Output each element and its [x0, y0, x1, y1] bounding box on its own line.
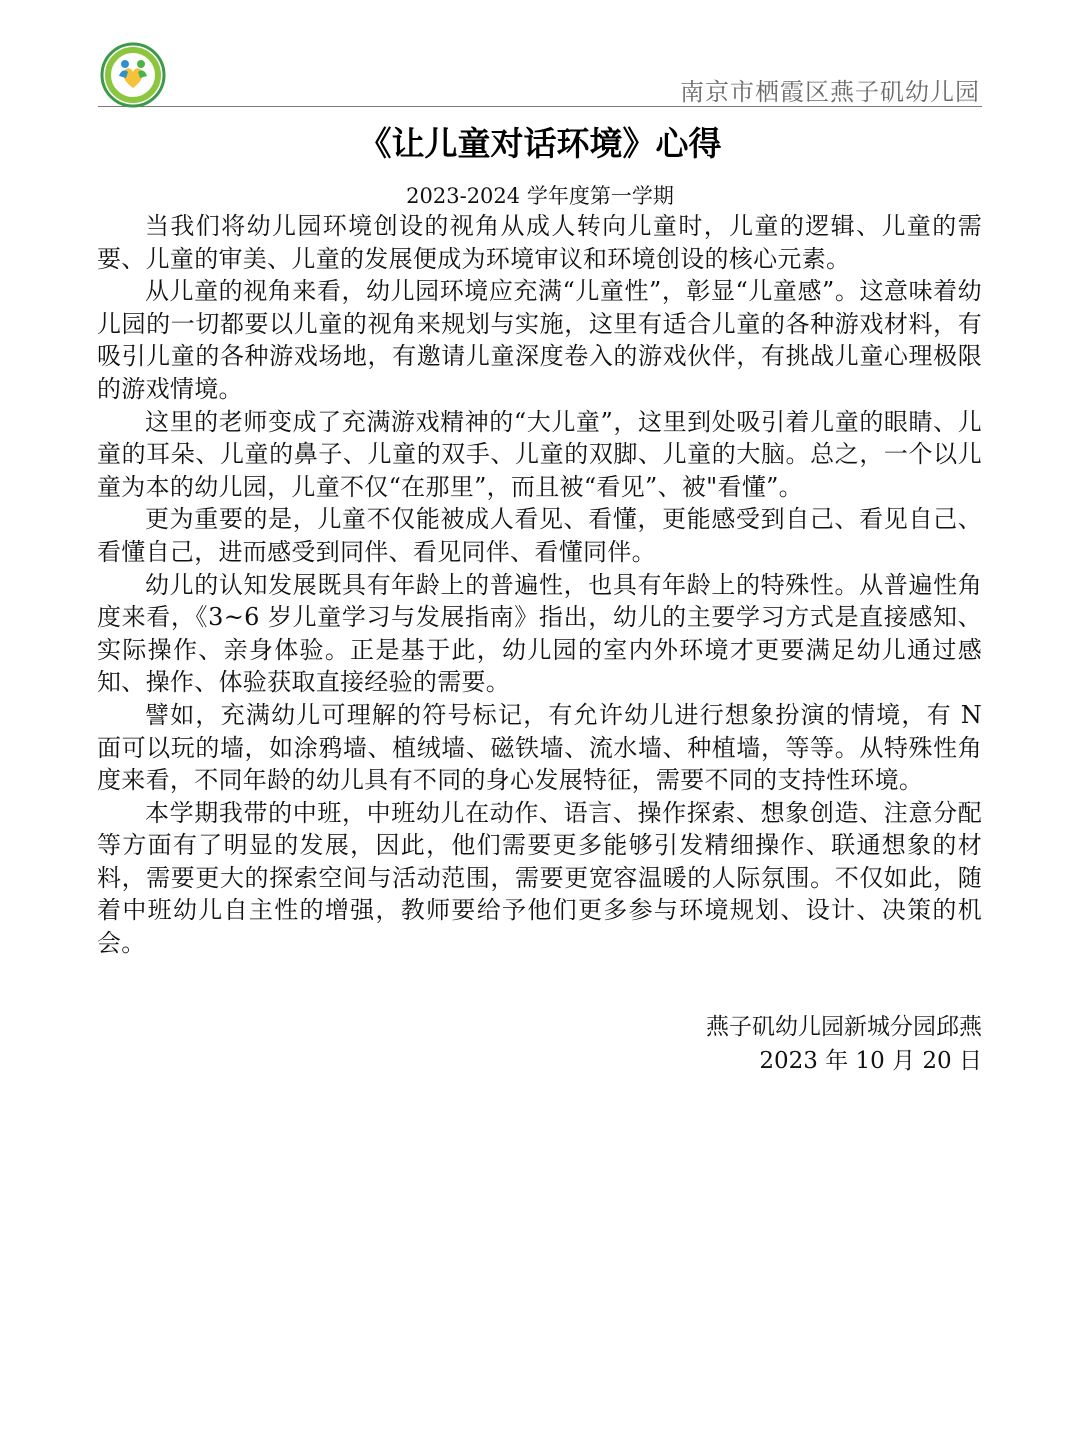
signature-author: 燕子矶幼儿园新城分园邱燕 — [706, 1014, 982, 1040]
paragraph: 这里的老师变成了充满游戏精神的“大儿童”，这里到处吸引着儿童的眼睛、儿童的耳朵、儿童的鼻子、儿童的双手、儿童的双脚、儿童的大脑。总之，一个以儿童为本的幼儿园，儿童不仅“在那里”，而且被“看见”、被"看懂”。 — [97, 407, 982, 501]
signature-date: 2023 年 10 月 20 日 — [759, 1048, 982, 1074]
document-subtitle: 2023-2024 学年度第一学期 — [406, 184, 674, 208]
school-name: 南京市栖霞区燕子矶幼儿园 — [680, 78, 980, 106]
paragraph: 本学期我带的中班，中班幼儿在动作、语言、操作探索、想象创造、注意分配等方面有了明显的发展，因此，他们需要更多能够引发精细操作、联通想象的材料，需要更大的探索空间与活动范围，需要更宽容温暖的人际氛围。不仅如此，随着中班幼儿自主性的增强，教师要给予他们更多参与环境规划、设计、决策的机会。 — [97, 798, 982, 958]
document-body — [97, 210, 982, 960]
paragraph: 当我们将幼儿园环境创设的视角从成人转向儿童时，儿童的逻辑、儿童的需要、儿童的审美、儿童的发展便成为环境审议和环境创设的核心元素。 — [97, 212, 982, 273]
paragraph: 幼儿的认知发展既具有年龄上的普遍性，也具有年龄上的特殊性。从普遍性角度来看，《3~6 岁儿童学习与发展指南》指出，幼儿的主要学习方式是直接感知、实际操作、亲身体验。正是基于此，幼儿园的室内外环境才更要满足幼儿通过感知、操作、体验获取直接经验的需要。 — [97, 570, 982, 697]
paragraph: 譬如，充满幼儿可理解的符号标记，有允许幼儿进行想象扮演的情境，有 N 面可以玩的墙，如涂鸦墙、植绒墙、磁铁墙、流水墙、种植墙，等等。从特殊性角度来看，不同年龄的幼儿具有不同的身心发展特征，需要不同的支持性环境。 — [97, 700, 982, 795]
paragraph: 更为重要的是，儿童不仅能被成人看见、看懂，更能感受到自己、看见自己、看懂自己，进而感受到同伴、看见同伴、看懂同伴。 — [97, 505, 982, 566]
signature-block — [706, 1010, 982, 1078]
paragraph: 从儿童的视角来看，幼儿园环境应充满“儿童性”，彰显“儿童感”。这意味着幼儿园的一切都要以儿童的视角来规划与实施，这里有适合儿童的各种游戏材料，有吸引儿童的各种游戏场地，有邀请儿童深度卷入的游戏伙伴，有挑战儿童心理极限的游戏情境。 — [97, 277, 982, 403]
kindergarten-logo-icon — [100, 42, 166, 108]
page-header — [98, 42, 982, 107]
document-title: 《让儿童对话环境》心得 — [358, 124, 722, 163]
